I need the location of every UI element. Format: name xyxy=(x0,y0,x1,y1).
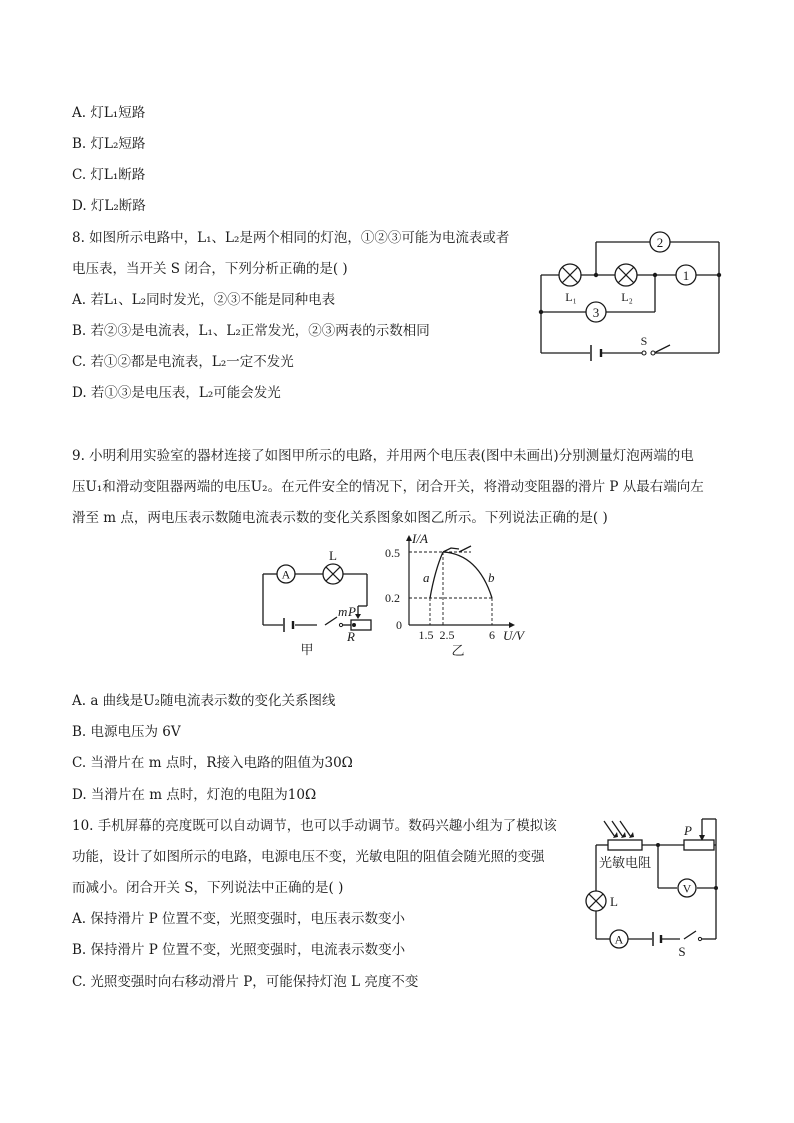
meter-3-label: 3 xyxy=(592,305,600,320)
q9-option-d: D. 当滑片在 m 点时，灯泡的电阻为10Ω xyxy=(72,787,317,803)
q7-option-a: A. 灯L₁短路 xyxy=(72,105,146,121)
q10-stem-line3: 而减小。闭合开关 S，下列说法中正确的是( ) xyxy=(72,880,344,896)
meter-1-label: 1 xyxy=(682,268,690,283)
q10-circuit-figure xyxy=(582,815,727,960)
meter-2-label: 2 xyxy=(656,235,664,250)
q8-option-c: C. 若①②都是电流表，L₂一定不发光 xyxy=(72,354,294,370)
q7-option-b: B. 灯L₂短路 xyxy=(72,136,146,152)
y-tick-0-2: 0.2 xyxy=(385,591,400,605)
q8-option-d: D. 若①③是电压表，L₂可能会发光 xyxy=(72,385,281,401)
lamp-l-icon xyxy=(586,891,606,911)
q9-graph-yi-figure xyxy=(383,532,533,660)
q9-circuit-jia-figure xyxy=(255,548,375,658)
q10-option-c: C. 光照变强时向右移动滑片 P，可能保持灯泡 L 亮度不变 xyxy=(72,974,419,990)
slider-p-label: P xyxy=(684,823,692,838)
curve-a-label: a xyxy=(423,570,430,585)
lamp-l1-icon xyxy=(559,264,581,286)
x-tick-6: 6 xyxy=(489,628,495,642)
lamp-l-icon xyxy=(323,564,343,584)
q9-option-c: C. 当滑片在 m 点时，R接入电路的阻值为30Ω xyxy=(72,755,353,771)
figure-jia-caption: 甲 xyxy=(300,642,314,657)
x-axis-label: U/V xyxy=(503,628,524,643)
ammeter-label: A xyxy=(281,567,291,582)
resistor-r-label: R xyxy=(347,629,355,644)
q7-option-d: D. 灯L₂断路 xyxy=(72,198,146,214)
lamp-l2-icon xyxy=(615,264,637,286)
origin-label: 0 xyxy=(396,618,402,632)
voltmeter-label: V xyxy=(682,881,692,896)
q8-stem-line1: 8. 如图所示电路中，L₁、L₂是两个相同的灯泡，①②③可能为电流表或者 xyxy=(72,230,510,246)
rheostat-icon xyxy=(684,840,714,850)
slider-point-m-label: m xyxy=(338,604,348,619)
curve-b-label: b xyxy=(488,570,495,585)
ammeter-label: A xyxy=(614,932,624,947)
q7-option-c: C. 灯L₁断路 xyxy=(72,167,146,183)
q8-option-b: B. 若②③是电流表，L₁、L₂正常发光，②③两表的示数相同 xyxy=(72,323,430,339)
q9-option-a: A. a 曲线是U₂随电流表示数的变化关系图线 xyxy=(72,693,336,709)
x-tick-2-5: 2.5 xyxy=(439,628,455,642)
lamp-l1-label: L₁ xyxy=(565,290,577,304)
q10-stem-line1: 10. 手机屏幕的亮度既可以自动调节，也可以手动调节。数码兴趣小组为了模拟该 xyxy=(72,818,557,834)
lamp-l2-label: L₂ xyxy=(621,290,633,304)
q9-stem-line1: 9. 小明利用实验室的器材连接了如图甲所示的电路，并用两个电压表(图中未画出)分别测量灯泡两端的电 xyxy=(72,448,694,464)
q10-option-a: A. 保持滑片 P 位置不变，光照变强时，电压表示数变小 xyxy=(72,911,405,927)
q9-option-b: B. 电源电压为 6V xyxy=(72,724,181,740)
q10-stem-line2: 功能，设计了如图所示的电路，电源电压不变，光敏电阻的阻值会随光照的变强 xyxy=(72,849,545,865)
q9-stem-line2: 压U₁和滑动变阻器两端的电压U₂。在元件安全的情况下，闭合开关，将滑动变阻器的滑片 P 从最右端向左 xyxy=(72,479,704,495)
curve-b xyxy=(443,552,492,598)
slider-p-label: P xyxy=(348,604,356,619)
y-tick-0-5: 0.5 xyxy=(385,546,400,560)
curve-a xyxy=(430,552,443,598)
q8-circuit-figure xyxy=(530,228,730,363)
q9-stem-line3: 滑至 m 点，两电压表示数随电流表示数的变化关系图象如图乙所示。下列说法正确的是( ) xyxy=(72,510,608,526)
figure-yi-caption: 乙 xyxy=(451,643,465,658)
lamp-l-label: L xyxy=(329,548,337,563)
y-axis-label: I/A xyxy=(412,532,428,546)
photoresistor-icon xyxy=(608,840,642,850)
lamp-l-label: L xyxy=(610,894,618,909)
q8-stem-line2: 电压表，当开关 S 闭合，下列分析正确的是( ) xyxy=(72,261,348,277)
q10-option-b: B. 保持滑片 P 位置不变，光照变强时，电流表示数变小 xyxy=(72,942,406,958)
photoresistor-label: 光敏电阻 xyxy=(599,855,652,870)
x-tick-1-5: 1.5 xyxy=(418,628,434,642)
switch-s-label: S xyxy=(640,334,648,348)
switch-s-label: S xyxy=(678,944,686,959)
q8-option-a: A. 若L₁、L₂同时发光，②③不能是同种电表 xyxy=(72,292,336,308)
